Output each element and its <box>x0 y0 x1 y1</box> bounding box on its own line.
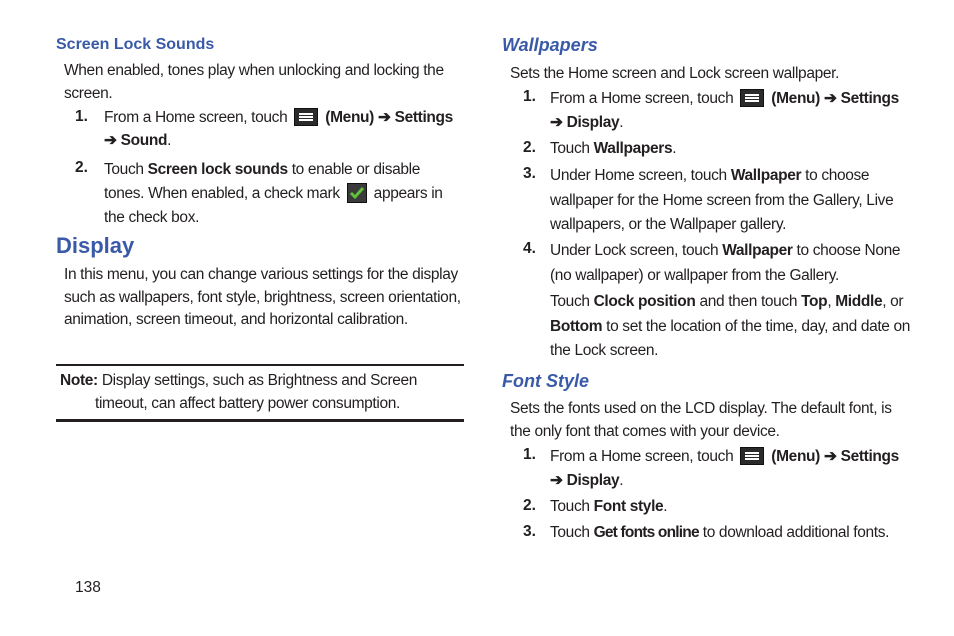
font-style-intro: Sets the fonts used on the LCD display. The default font, is the only font that comes with your device. <box>510 400 892 440</box>
settings-label: Settings <box>840 448 899 465</box>
menu-label: (Menu) <box>771 448 820 465</box>
menu-label: (Menu) <box>325 109 374 126</box>
step-number: 4. <box>523 240 536 257</box>
heading-display: Display <box>56 233 135 258</box>
display-intro: In this menu, you can change various settings for the display such as wallpapers, font style, brightness, screen orientation, animation, screen timeout, and horizontal calibration. <box>64 266 461 328</box>
step-screen-lock-1 <box>104 107 464 152</box>
display-label: Display <box>566 472 620 489</box>
step-text: Touch <box>550 498 590 515</box>
step-screen-lock-2 <box>104 158 464 230</box>
page-number: 138 <box>75 579 101 596</box>
top-label: Top <box>801 293 828 310</box>
step-number: 3. <box>523 165 536 182</box>
note-bottom-rule <box>56 419 464 422</box>
step-text: Under Home screen, touch <box>550 167 727 184</box>
step-text: to set the location of the time, day, and date on the Lock screen. <box>550 317 911 359</box>
step-text: , or <box>882 293 904 310</box>
wallpapers-label: Wallpapers <box>593 140 673 157</box>
heading-wallpapers: Wallpapers <box>502 35 598 55</box>
step-wallpapers-3 <box>550 164 912 238</box>
middle-label: Middle <box>835 293 883 310</box>
heading-screen-lock-sounds: Screen Lock Sounds <box>56 36 215 53</box>
step-text: to download additional fonts. <box>702 524 890 541</box>
step-number: 1. <box>523 88 536 105</box>
arrow-glyph: ➔ <box>823 90 837 107</box>
note-top-rule <box>56 364 464 366</box>
comma: , <box>827 293 832 310</box>
period: . <box>672 140 677 157</box>
note-label: Note: <box>60 372 98 389</box>
step-number: 1. <box>523 446 536 463</box>
step-number: 2. <box>75 159 88 176</box>
step-wallpapers-1 <box>550 87 920 135</box>
step-text: From a Home screen, touch <box>550 448 734 465</box>
menu-key-icon <box>740 447 764 465</box>
step-text: Touch <box>104 161 144 178</box>
step-text: From a Home screen, touch <box>550 90 734 107</box>
menu-key-icon <box>294 108 318 126</box>
period: . <box>167 131 172 149</box>
settings-label: Settings <box>394 109 453 126</box>
step-font-style-1 <box>550 445 920 493</box>
step-text: to enable or disable tones. When enabled, a check mark <box>104 161 420 202</box>
step-text: and then touch <box>699 293 798 310</box>
note-box <box>60 370 460 415</box>
sound-label: Sound <box>120 131 168 149</box>
arrow-glyph: ➔ <box>550 114 563 131</box>
step-text: to choose None (no wallpaper) or wallpaper from the Gallery. <box>550 242 901 284</box>
settings-label: Settings <box>840 90 899 107</box>
step-font-style-3 <box>550 522 920 545</box>
arrow-glyph: ➔ <box>104 131 117 149</box>
step-wallpapers-4-detail <box>550 290 918 364</box>
period: . <box>619 114 624 131</box>
wallpaper-label: Wallpaper <box>730 167 802 184</box>
bottom-label: Bottom <box>550 317 603 335</box>
screen-lock-sounds-intro: When enabled, tones play when unlocking and locking the screen. <box>64 62 444 102</box>
step-number: 3. <box>523 523 536 540</box>
step-text: From a Home screen, touch <box>104 109 288 126</box>
step-text: Touch <box>550 140 590 157</box>
display-label: Display <box>566 114 620 131</box>
arrow-glyph: ➔ <box>550 472 563 489</box>
note-text: timeout, can affect battery power consumption. <box>95 394 400 412</box>
step-text: Touch <box>550 524 590 541</box>
step-number: 2. <box>523 139 536 156</box>
wallpapers-intro: Sets the Home screen and Lock screen wallpaper. <box>510 65 840 82</box>
screen-lock-sounds-label: Screen lock sounds <box>147 161 288 178</box>
heading-font-style: Font Style <box>502 371 590 391</box>
note-text: Display settings, such as Brightness and Screen <box>101 372 418 389</box>
clock-position-label: Clock position <box>593 293 696 310</box>
check-mark-icon <box>347 183 367 203</box>
get-fonts-online-label: Get fonts online <box>593 524 699 541</box>
font-style-label: Font style <box>593 498 664 515</box>
period: . <box>663 498 668 515</box>
step-text: Under Lock screen, touch <box>550 242 719 259</box>
step-text: Touch <box>550 293 590 310</box>
step-font-style-2 <box>550 496 920 519</box>
step-text: appears in the check box. <box>104 185 443 226</box>
period: . <box>619 472 624 489</box>
step-wallpapers-4 <box>550 239 912 288</box>
step-wallpapers-2 <box>550 138 920 161</box>
step-number: 2. <box>523 497 536 514</box>
step-number: 1. <box>75 108 88 125</box>
menu-label: (Menu) <box>771 90 820 107</box>
step-text: to choose wallpaper for the Home screen from the Gallery, Live wallpapers, or the Wallpaper gallery. <box>550 167 894 233</box>
menu-key-icon <box>740 89 764 107</box>
wallpaper-label: Wallpaper <box>722 242 793 259</box>
arrow-glyph: ➔ <box>823 448 837 465</box>
arrow-glyph: ➔ <box>377 109 391 126</box>
